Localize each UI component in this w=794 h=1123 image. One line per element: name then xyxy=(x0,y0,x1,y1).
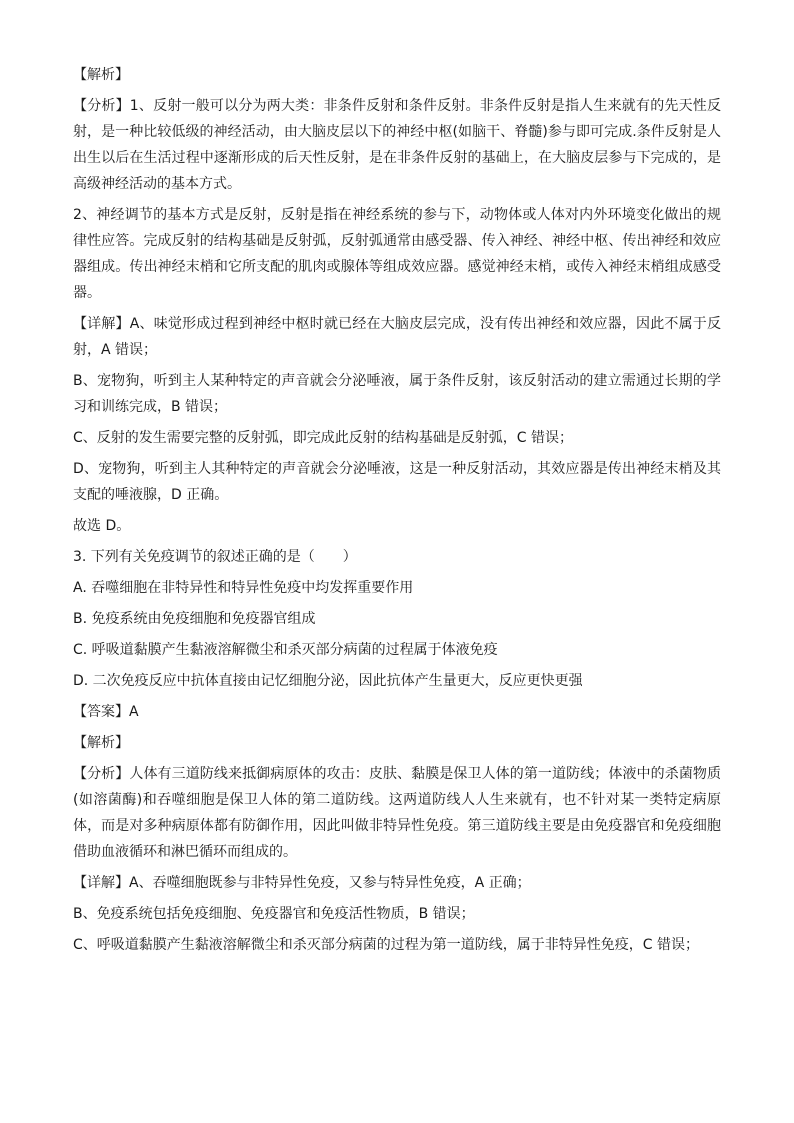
question-option-a: A. 吞噬细胞在非特异性和特异性免疫中均发挥重要作用 xyxy=(73,580,414,596)
question-option-c: C. 呼吸道黏膜产生黏液溶解微尘和杀灭部分病菌的过程属于体液免疫 xyxy=(73,642,498,658)
analysis-paragraph-1: 【分析】1、反射一般可以分为两大类：非条件反射和条件反射。非条件反射是指人生来就有的先天性反射，是一种比较低级的神经活动，由大脑皮层以下的神经中枢(如脑干、脊髓)参与即可完成.条件反射是人出生以后在生活过程中逐渐形成的后天性反射，是在非条件反射的基础上，在大脑皮层参与下完成的，是高级神经活动的基本方式。 xyxy=(73,98,721,192)
analysis-heading: 【解析】 xyxy=(73,67,129,83)
analysis-paragraph-3: 【分析】人体有三道防线来抵御病原体的攻击：皮肤、黏膜是保卫人体的第一道防线；体液中的杀菌物质(如溶菌酶)和吞噬细胞是保卫人体的第二道防线。这两道防线人人生来就有，也不针对某一类特定病原体，而是对多种病原体都有防御作用，因此叫做非特异性免疫。第三道防线主要是由免疫器官和免疫细胞借助血液循环和淋巴循环而组成的。 xyxy=(73,766,721,860)
question-option-d: D. 二次免疫反应中抗体直接由记忆细胞分泌，因此抗体产生量更大，反应更快更强 xyxy=(73,673,583,689)
analysis-heading-2: 【解析】 xyxy=(73,735,129,751)
analysis-paragraph-2: 2、神经调节的基本方式是反射，反射是指在神经系统的参与下，动物体或人体对内外环境变化做出的规律性应答。完成反射的结构基础是反射弧，反射弧通常由感受器、传入神经、神经中枢、传出神经和效应器组成。传出神经末梢和它所支配的肌肉或腺体等组成效应器。感觉神经末梢，或传入神经末梢组成感受器。 xyxy=(73,207,721,301)
detail-option-b: B、宠物狗，听到主人某种特定的声音就会分泌唾液，属于条件反射，该反射活动的建立需通过长期的学习和训练完成，B 错误； xyxy=(73,373,721,415)
question-stem: 3. 下列有关免疫调节的叙述正确的是（ ） xyxy=(73,549,357,565)
detail-q3-option-b: B、免疫系统包括免疫细胞、免疫器官和免疫活性物质，B 错误； xyxy=(73,906,475,922)
detail-option-a: 【详解】A、味觉形成过程到神经中枢时就已经在大脑皮层完成，没有传出神经和效应器，因此不属于反射，A 错误； xyxy=(73,316,721,358)
detail-option-c: C、反射的发生需要完整的反射弧，即完成此反射的结构基础是反射弧，C 错误； xyxy=(73,430,573,446)
question-option-b: B. 免疫系统由免疫细胞和免疫器官组成 xyxy=(73,611,316,627)
answer-label: 【答案】A xyxy=(73,704,139,720)
detail-option-d: D、宠物狗，听到主人其种特定的声音就会分泌唾液，这是一种反射活动，其效应器是传出神经末梢及其支配的唾液腺，D 正确。 xyxy=(73,461,721,503)
document-page xyxy=(73,62,721,963)
detail-q3-option-c: C、呼吸道黏膜产生黏液溶解微尘和杀灭部分病菌的过程为第一道防线，属于非特异性免疫，C 错误； xyxy=(73,937,699,953)
detail-q3-option-a: 【详解】A、吞噬细胞既参与非特异性免疫，又参与特异性免疫，A 正确； xyxy=(73,875,531,891)
answer-conclusion: 故选 D。 xyxy=(73,518,131,534)
